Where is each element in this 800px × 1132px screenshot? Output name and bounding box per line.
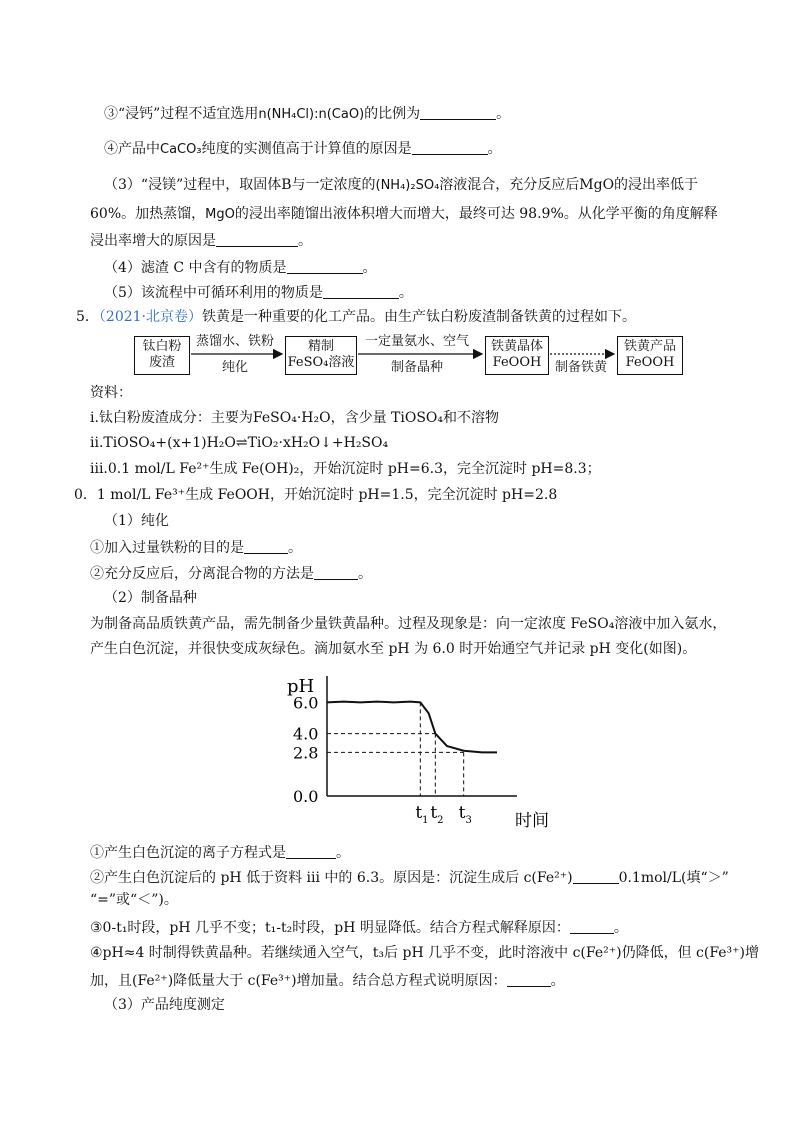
- reference-title: 资料：: [90, 385, 132, 401]
- reference-ii: ii.TiOSO₄+(x+1)H₂O⇌TiO₂·xH₂O↓+H₂SO₄: [90, 435, 389, 451]
- answer-blank[interactable]: [216, 232, 298, 247]
- part2-q2-line1: ②产生白色沉淀后的 pH 低于资料 iii 中的 6.3。原因是：沉淀生成后 c(Fe²⁺) 0.1mol/L(填“＞”: [90, 870, 729, 886]
- part1-title: （1）纯化: [104, 513, 169, 529]
- q4-part5: （5）该流程中可循环利用的物质是 。: [104, 285, 413, 301]
- y-tick-label: 6.0: [293, 693, 319, 713]
- q4-part3-line2: 60%。加热蒸馏，MgO的浸出率随馏出液体积增大而增大，最终可达 98.9%。从化学平衡的角度解释: [90, 206, 718, 222]
- answer-blank[interactable]: [287, 259, 363, 274]
- flow-arrow2-step: 制备晶种: [390, 360, 443, 375]
- part2-q4-line1: ④pH≈4 时制得铁黄晶种。若继续通入空气，t₃后 pH 几乎不变，此时溶液中 c(Fe²⁺)仍降低，但 c(Fe³⁺)增: [90, 945, 760, 961]
- part1-q1: ①加入过量铁粉的目的是 。: [90, 540, 302, 556]
- q4-sub3: ③“浸钙”过程不适宜选用n(NH₄Cl):n(CaO)的比例为 。: [104, 106, 511, 122]
- q4-part3-line3: 浸出率增大的原因是 。: [90, 233, 312, 249]
- part2-q3: ③0-t₁时段，pH 几乎不变；t₁-t₂时段，pH 明显降低。结合方程式解释原因： 。: [90, 920, 628, 936]
- part2-q1: ①产生白色沉淀的离子方程式是 。: [90, 845, 350, 861]
- flow-box-waste: 钛白粉 废渣: [134, 336, 190, 375]
- flow-arrow3-step: 制备铁黄: [554, 360, 607, 375]
- part2-q2-line2: “=”或“＜”)。: [90, 892, 178, 908]
- x-tick-label: $t_2$: [430, 803, 444, 826]
- flow-box-product: 铁黄产品 FeOOH: [617, 336, 683, 375]
- reference-iii: iii.0.1 mol/L Fe²⁺生成 Fe(OH)₂，开始沉淀时 pH=6.3，完全沉淀时 pH=8.3；: [90, 461, 601, 477]
- answer-blank[interactable]: [573, 869, 619, 884]
- y-tick-label: 4.0: [293, 724, 319, 744]
- answer-blank[interactable]: [314, 565, 358, 580]
- question-number: 5．: [76, 309, 99, 325]
- answer-blank[interactable]: [420, 105, 496, 120]
- x-axis-label: 时间: [515, 811, 549, 831]
- y-tick-label: 0.0: [293, 787, 319, 806]
- flow-arrows: [0, 330, 800, 390]
- q4-part3-line1: （3）“浸镁”过程中，取固体B与一定浓度的(NH₄)₂SO₄溶液混合，充分反应后MgO的浸出率低于: [104, 177, 699, 193]
- q4-sub4: ④产品中CaCO₃纯度的实测值高于计算值的原因是 。: [104, 141, 502, 157]
- ph-time-chart: [285, 664, 549, 834]
- ph-curve: [327, 702, 497, 753]
- reference-i: i.钛白粉废渣成分：主要为FeSO₄·H₂O，含少量 TiOSO₄和不溶物: [90, 410, 500, 426]
- q4-part4: （4）滤渣 C 中含有的物质是 。: [104, 260, 377, 276]
- answer-blank[interactable]: [286, 844, 336, 859]
- flow-box-seed-crystal: 铁黄晶体 FeOOH: [485, 336, 549, 375]
- reference-iv: 0．1 mol/L Fe³⁺生成 FeOOH，开始沉淀时 pH=1.5，完全沉淀时 pH=2.8: [74, 487, 558, 503]
- x-tick-label: $t_3$: [458, 803, 472, 826]
- flow-arrow1-step: 纯化: [221, 360, 248, 375]
- answer-blank[interactable]: [570, 919, 614, 934]
- flow-box-feso4: 精制 FeSO₄溶液: [285, 336, 357, 375]
- y-axis-label: pH: [287, 676, 315, 697]
- part3-title: （3）产品纯度测定: [104, 997, 225, 1013]
- part1-q2: ②充分反应后，分离混合物的方法是 。: [90, 566, 372, 582]
- part2-title: （2）制备晶种: [104, 590, 197, 606]
- answer-blank[interactable]: [244, 539, 288, 554]
- x-tick-label: $t_1$: [415, 803, 429, 826]
- part2-text-line2: 产生白色沉淀，并很快变成灰绿色。滴加氨水至 pH 为 6.0 时开始通空气并记录 pH 变化(如图)。: [90, 641, 697, 657]
- flow-arrow2-reagent: 一定量氨水、空气: [364, 334, 469, 349]
- answer-blank[interactable]: [507, 972, 551, 987]
- answer-blank[interactable]: [323, 284, 399, 299]
- part2-text-line1: 为制备高品质铁黄产品，需先制备少量铁黄晶种。过程及现象是：向一定浓度 FeSO₄溶液中加入氨水，: [90, 616, 727, 632]
- flow-arrow1-reagent: 蒸馏水、铁粉: [195, 334, 274, 349]
- answer-blank[interactable]: [412, 140, 488, 155]
- y-tick-label: 2.8: [293, 743, 319, 763]
- q5-header: 5．（2021·北京卷）铁黄是一种重要的化工产品。由生产钛白粉废渣制备铁黄的过程如下。: [76, 309, 637, 325]
- ratio-formula: n(NH₄Cl):n(CaO): [258, 107, 365, 122]
- source-tag: （2021·北京卷）: [98, 309, 203, 325]
- part2-q4-line2: 加，且(Fe²⁺)降低量大于 c(Fe³⁺)增加量。结合总方程式说明原因： 。: [90, 973, 565, 989]
